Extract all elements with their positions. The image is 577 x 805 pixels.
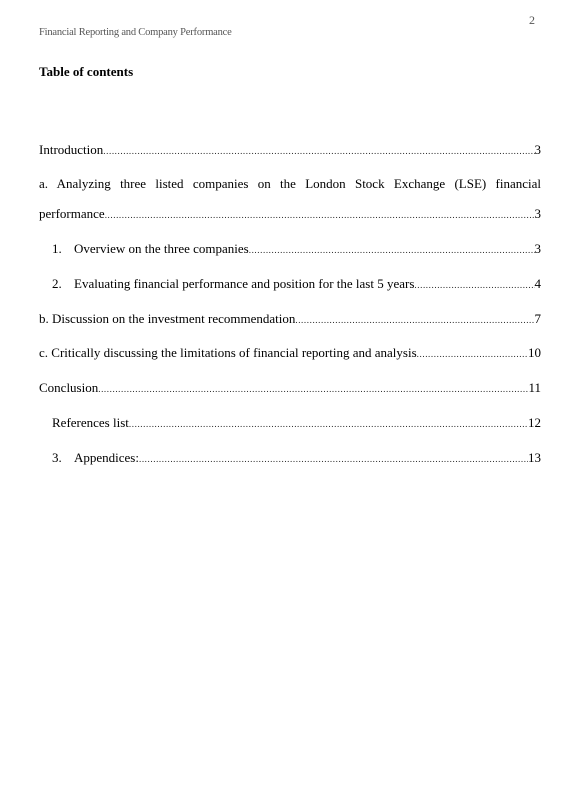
toc-leader xyxy=(103,143,534,159)
toc-entry-text: Evaluating financial performance and position for the last 5 years xyxy=(74,276,415,291)
toc-entry-section-b[interactable] xyxy=(39,311,541,328)
toc-entry-number: 2. xyxy=(52,276,62,291)
toc-entry-introduction[interactable] xyxy=(39,142,541,159)
toc-entry-page: 3 xyxy=(534,206,541,221)
page-number: 2 xyxy=(529,13,535,27)
toc-entry-label: Introduction xyxy=(39,142,104,157)
toc-leader xyxy=(105,207,535,223)
toc-entry-label xyxy=(52,450,139,466)
toc-title: Table of contents xyxy=(39,64,134,79)
toc-entry-number: 3. xyxy=(52,450,62,465)
toc-entry-label: performance xyxy=(39,206,105,221)
toc-leader xyxy=(139,451,528,467)
toc-leader xyxy=(295,312,534,328)
toc-entry-page: 4 xyxy=(534,276,541,291)
toc-entry-label: c. Critically discussing the limitations of financial reporting and analysis xyxy=(39,345,417,360)
toc-entry-text: Overview on the three companies xyxy=(74,241,249,256)
toc-leader xyxy=(249,242,535,258)
toc-entry-text: Appendices: xyxy=(74,450,139,465)
toc-entry-section-c[interactable] xyxy=(39,345,541,362)
toc-entry-label: References list xyxy=(52,415,129,430)
toc-entry-page: 11 xyxy=(528,380,541,395)
toc-entry-label: b. Discussion on the investment recommendation xyxy=(39,311,296,326)
toc-entry-number: 1. xyxy=(52,241,62,256)
toc-entry-page: 7 xyxy=(534,311,541,326)
toc-entry-page: 10 xyxy=(528,345,541,360)
toc-entry-section-a-line1[interactable]: a. Analyzing three listed companies on the London Stock Exchange (LSE) financial xyxy=(39,176,541,191)
toc-entry-appendices[interactable] xyxy=(52,450,541,467)
toc-entry-references[interactable] xyxy=(52,415,541,432)
toc-leader xyxy=(414,277,534,293)
running-head: Financial Reporting and Company Performance xyxy=(39,27,232,38)
toc-entry-label xyxy=(52,276,414,292)
toc-entry-conclusion[interactable] xyxy=(39,380,541,397)
toc-entry-evaluating[interactable] xyxy=(52,276,541,293)
toc-entry-section-a[interactable] xyxy=(39,206,541,223)
toc-leader xyxy=(417,346,528,362)
toc-entry-label: Conclusion xyxy=(39,380,99,395)
toc-entry-page: 3 xyxy=(534,241,541,256)
toc-entry-page: 12 xyxy=(528,415,541,430)
toc-leader xyxy=(98,381,528,397)
toc-entry-overview[interactable] xyxy=(52,241,541,258)
toc-entry-label xyxy=(52,241,249,257)
toc-entry-page: 3 xyxy=(534,142,541,157)
toc-entry-page: 13 xyxy=(528,450,541,465)
toc-leader xyxy=(129,416,528,432)
